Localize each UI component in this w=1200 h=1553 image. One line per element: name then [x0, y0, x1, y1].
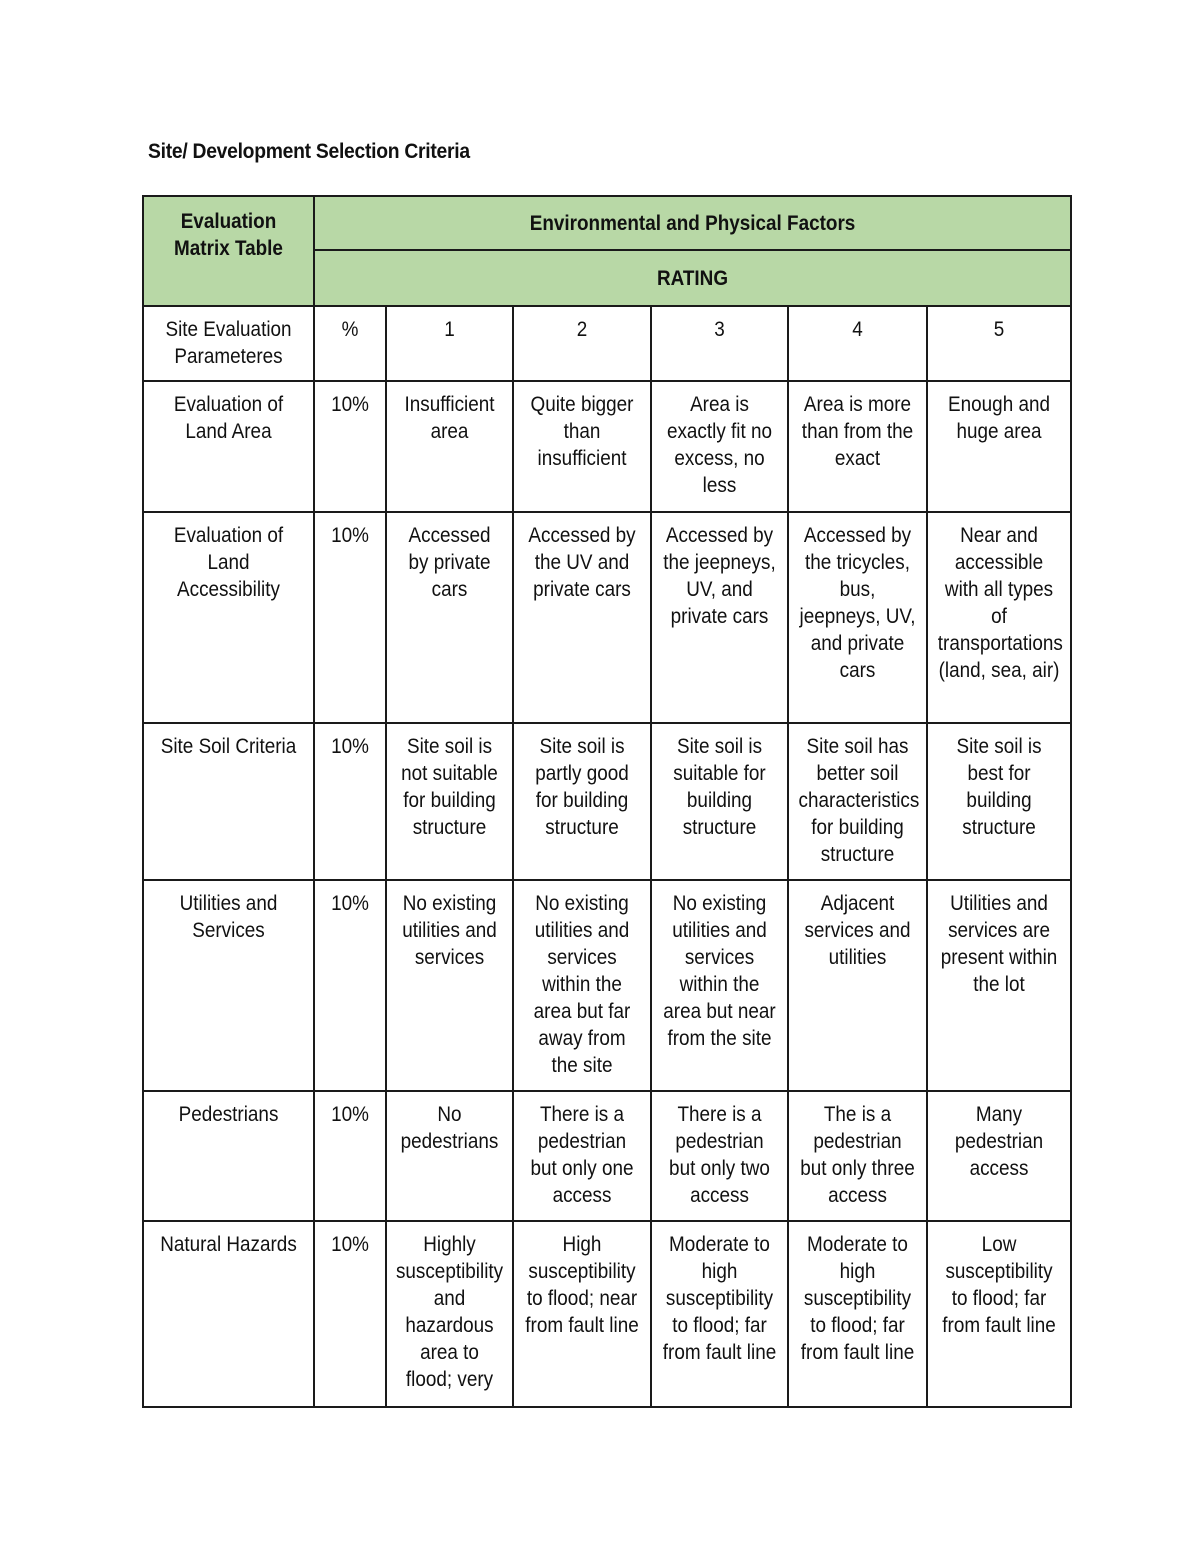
column-header-rating-3-text: 3 [714, 318, 725, 341]
header-rating-label: RATING [656, 266, 729, 290]
rating-2-cell [513, 723, 651, 880]
rating-3-text: No existing utilities and services within the area but near from the site [663, 892, 776, 1050]
rating-5-text: Site soil is best for building structure [956, 735, 1042, 839]
rating-5-cell [927, 1221, 1071, 1407]
rating-5-cell [927, 880, 1071, 1091]
rating-4-cell [788, 1091, 927, 1221]
rating-5-cell [927, 512, 1071, 723]
rating-3-text: Site soil is suitable for building structure [673, 735, 766, 839]
rating-1-text: Accessed by private cars [408, 524, 491, 601]
rating-4-text: Area is more than from the exact [801, 393, 914, 470]
rating-5-text: Low susceptibility to flood; far from fault line [942, 1233, 1056, 1337]
rating-2-cell [513, 880, 651, 1091]
percent-cell [314, 381, 386, 512]
column-header-rating-1 [386, 306, 513, 381]
percent-text: 10% [331, 524, 369, 547]
column-header-rating-5 [927, 306, 1071, 381]
rating-5-cell [927, 723, 1071, 880]
column-header-percent-text: % [341, 318, 359, 341]
column-header-rating-4-text: 4 [852, 318, 863, 341]
column-header-parameter-text: Site Evaluation Parameteres [165, 318, 292, 368]
parameter-text: Site Soil Criteria [160, 735, 297, 758]
rating-1-cell [386, 1221, 513, 1407]
rating-1-text: Highly susceptibility and hazardous area to flood; very [395, 1233, 504, 1391]
rating-2-text: No existing utilities and services within the area but far away from the site [533, 892, 631, 1077]
rating-1-cell [386, 880, 513, 1091]
rating-1-cell [386, 512, 513, 723]
column-header-percent [314, 306, 386, 381]
rating-3-cell [651, 723, 788, 880]
rating-4-text: Moderate to high susceptibility to flood; far from fault line [800, 1233, 915, 1364]
column-header-rating-2 [513, 306, 651, 381]
rating-3-cell [651, 1221, 788, 1407]
rating-5-text: Enough and huge area [948, 393, 1050, 443]
percent-cell [314, 1091, 386, 1221]
rating-4-text: Accessed by the tricycles, bus, jeepneys, UV, and private cars [799, 524, 916, 682]
header-rating-cell [314, 250, 1071, 306]
rating-4-text: Adjacent services and utilities [804, 892, 911, 969]
rating-2-cell [513, 1091, 651, 1221]
parameter-cell [143, 1091, 314, 1221]
table-row [143, 512, 1071, 723]
header-group-label: Environmental and Physical Factors [529, 211, 856, 235]
column-header-parameter [143, 306, 314, 381]
percent-text: 10% [331, 892, 369, 915]
parameter-cell [143, 880, 314, 1091]
parameter-text: Pedestrians [178, 1103, 279, 1126]
column-header-rating-4 [788, 306, 927, 381]
parameter-cell [143, 381, 314, 512]
rating-4-cell [788, 1221, 927, 1407]
rating-5-cell [927, 381, 1071, 512]
parameter-text: Natural Hazards [160, 1233, 297, 1256]
percent-cell [314, 880, 386, 1091]
table-row [143, 1221, 1071, 1407]
parameter-cell [143, 512, 314, 723]
evaluation-matrix-table [142, 195, 1072, 1408]
parameter-text: Utilities and Services [179, 892, 278, 942]
rating-1-text: Site soil is not suitable for building structure [401, 735, 498, 839]
percent-cell [314, 512, 386, 723]
parameter-cell [143, 723, 314, 880]
table-row [143, 381, 1071, 512]
table-row [143, 880, 1071, 1091]
column-header-row [143, 306, 1071, 381]
rating-3-cell [651, 381, 788, 512]
rating-2-text: High susceptibility to flood; near from fault line [525, 1233, 639, 1337]
parameter-cell [143, 1221, 314, 1407]
rating-4-text: Site soil has better soil characteristics for building structure [798, 735, 920, 866]
percent-text: 10% [331, 1103, 369, 1126]
header-corner-cell [143, 196, 314, 306]
rating-2-text: Site soil is partly good for building structure [535, 735, 629, 839]
rating-4-cell [788, 880, 927, 1091]
rating-1-text: No pedestrians [400, 1103, 499, 1153]
rating-2-text: There is a pedestrian but only one access [530, 1103, 634, 1207]
rating-2-cell [513, 381, 651, 512]
parameter-text: Evaluation of Land Accessibility [173, 524, 284, 601]
header-row-group [143, 196, 1071, 250]
rating-4-cell [788, 512, 927, 723]
rating-3-cell [651, 880, 788, 1091]
rating-5-cell [927, 1091, 1071, 1221]
rating-2-cell [513, 512, 651, 723]
rating-2-cell [513, 1221, 651, 1407]
rating-3-text: Accessed by the jeepneys, UV, and private cars [663, 524, 776, 628]
percent-cell [314, 723, 386, 880]
rating-3-text: Area is exactly fit no excess, no less [666, 393, 773, 497]
column-header-rating-1-text: 1 [444, 318, 455, 341]
rating-5-text: Near and accessible with all types of transportations (land, sea, air) [937, 524, 1063, 682]
percent-cell [314, 1221, 386, 1407]
rating-1-text: Insufficient area [404, 393, 495, 443]
rating-1-cell [386, 723, 513, 880]
rating-1-cell [386, 381, 513, 512]
header-group-cell [314, 196, 1071, 250]
column-header-rating-5-text: 5 [993, 318, 1005, 341]
rating-1-cell [386, 1091, 513, 1221]
rating-3-text: There is a pedestrian but only two access [669, 1103, 770, 1207]
rating-4-cell [788, 381, 927, 512]
table-row [143, 723, 1071, 880]
table-row [143, 1091, 1071, 1221]
percent-text: 10% [331, 393, 369, 416]
rating-2-text: Quite bigger than insufficient [530, 393, 634, 470]
rating-2-text: Accessed by the UV and private cars [528, 524, 636, 601]
rating-5-text: Many pedestrian access [954, 1103, 1044, 1180]
header-corner-label: Evaluation Matrix Table [174, 210, 283, 260]
rating-1-text: No existing utilities and services [402, 892, 497, 969]
rating-4-cell [788, 723, 927, 880]
percent-text: 10% [331, 1233, 369, 1256]
column-header-rating-3 [651, 306, 788, 381]
page-title: Site/ Development Selection Criteria [148, 140, 470, 163]
column-header-rating-2-text: 2 [576, 318, 588, 341]
rating-4-text: The is a pedestrian but only three access [800, 1103, 915, 1207]
rating-5-text: Utilities and services are present within the lot [940, 892, 1058, 996]
rating-3-cell [651, 512, 788, 723]
rating-3-cell [651, 1091, 788, 1221]
percent-text: 10% [331, 735, 369, 758]
parameter-text: Evaluation of Land Area [173, 393, 284, 443]
rating-3-text: Moderate to high susceptibility to flood; far from fault line [662, 1233, 777, 1364]
